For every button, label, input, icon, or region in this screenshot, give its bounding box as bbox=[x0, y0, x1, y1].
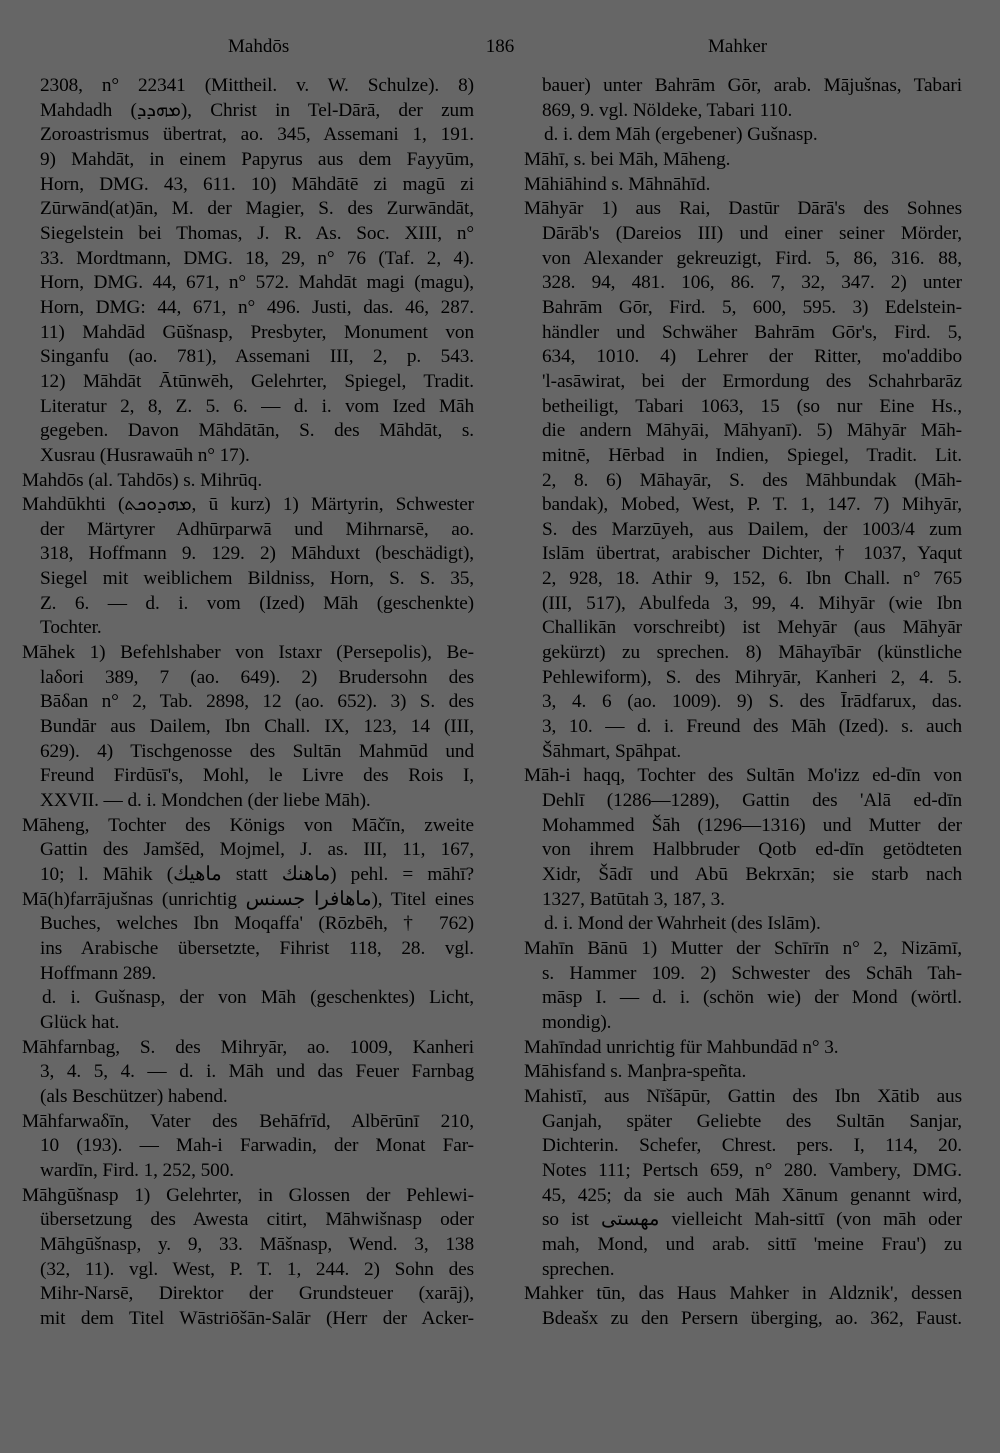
text-line: Glück hat. bbox=[40, 1011, 120, 1033]
text-line: so ist مهستى vielleicht Mah-sittī (von māh oder bbox=[542, 1209, 962, 1231]
text-line: 318, Hoffmann 9. 129. 2) Māhduxt (beschädigt), bbox=[40, 543, 474, 565]
text-line: Šāhmart, Spāhpat. bbox=[542, 740, 682, 762]
text-line: Mahistī, aus Nīšāpūr, Gattin des Ibn Xātib aus bbox=[524, 1085, 962, 1107]
text-line: bandak), Mobed, West, P. T. 1, 147. 7) Mihyār, bbox=[542, 494, 962, 516]
text-line: laδori 389, 7 (ao. 649). 2) Brudersohn des bbox=[40, 666, 474, 688]
text-line: Mihr-Narsē, Direktor der Grundsteuer (xarāj), bbox=[40, 1283, 474, 1305]
text-line: d. i. Mond der Wahrheit (des Islām). bbox=[544, 913, 821, 935]
text-line: Bahrām Gōr, Fird. 5, 600, 595. 3) Edelstein- bbox=[542, 296, 962, 318]
text-line: 9) Mahdāt, in einem Papyrus aus dem Fayyūm, bbox=[40, 148, 474, 170]
text-line: 328. 94, 481. 106, 86. 7, 32, 347. 2) unter bbox=[542, 272, 962, 294]
text-line: Buches, welches Ibn Moqaffa' (Rōzbēh, † 762) bbox=[40, 913, 474, 935]
running-head-right: Mahker bbox=[708, 36, 768, 57]
text-line: Māhek 1) Befehlshaber von Istaxr (Persepolis), Be- bbox=[22, 642, 474, 664]
text-line: Mahdōs (al. Tahdōs) s. Mihrūq. bbox=[22, 469, 263, 491]
text-line: mitnē, Hērbad in Indien, Spiegel, Tradit. Lit. bbox=[542, 444, 962, 466]
text-line: māsp I. — d. i. (schön wie) der Mond (wörtl. bbox=[542, 987, 962, 1009]
text-line: mit dem Titel Wāstriōšān-Salār (Herr der Acker- bbox=[40, 1307, 474, 1329]
text-line: S. des Marzūyeh, aus Dailem, der 1003/4 zum bbox=[542, 518, 962, 540]
text-line: 12) Māhdāt Ātūnwēh, Gelehrter, Spiegel, Tradit. bbox=[40, 370, 474, 392]
text-line: 3, 10. — d. i. Freund des Māh (Ized). s. auch bbox=[542, 716, 962, 738]
text-line: Māhī, s. bei Māh, Māheng. bbox=[524, 148, 731, 170]
text-line: (als Beschützer) habend. bbox=[40, 1085, 228, 1107]
text-line: 2, 8. 6) Māhayār, S. des Māhbundak (Māh- bbox=[542, 469, 962, 491]
text-line: Māhgūšnasp, y. 9, 33. Māšnasp, Wend. 3, 138 bbox=[40, 1233, 474, 1255]
text-line: 2308, n° 22341 (Mittheil. v. W. Schulze). 8) bbox=[40, 75, 474, 96]
right-column bbox=[524, 74, 962, 1331]
text-line: Challikān vorschreibt) ist Mehyār (aus Māhyār bbox=[542, 617, 962, 639]
text-line: Bāδan n° 2, Tab. 2898, 12 (ao. 652). 3) S. des bbox=[40, 691, 474, 713]
text-line: von Alexander gekreuzigt, Fird. 5, 86, 316. 88, bbox=[542, 247, 962, 269]
text-line: gegeben. Davon Māhdātān, S. des Māhdāt, s. bbox=[40, 420, 474, 442]
text-line: sprechen. bbox=[542, 1258, 615, 1280]
text-line: der Märtyrer Adhūrparwā und Mihrnarsē, ao. bbox=[40, 518, 474, 540]
text-line: Pehlewiform), S. des Mihryār, Kanheri 2, 4. 5. bbox=[542, 666, 962, 688]
text-line: 45, 425; da sie auch Māh Xānum genannt wird, bbox=[542, 1184, 962, 1206]
text-line: Freund Firdūsī's, Mohl, le Livre des Rois I, bbox=[40, 765, 474, 787]
text-line: 1327, Batūtah 3, 187, 3. bbox=[542, 888, 725, 910]
text-line: Xidr, Šādī und Abū Bekrxān; sie starb nach bbox=[542, 864, 962, 885]
text-line: Māheng, Tochter des Königs von Māčīn, zweite bbox=[22, 814, 474, 836]
text-line: Māhfarwaδīn, Vater des Behāfrīd, Albērūnī 210, bbox=[22, 1110, 474, 1132]
text-line: 3, 4. 5, 4. — d. i. Māh und das Feuer Farnbag bbox=[40, 1061, 474, 1083]
text-line: Bundār aus Dailem, Ibn Chall. IX, 123, 14 (III, bbox=[40, 716, 474, 738]
text-line: Dehlī (1286—1289), Gattin des 'Alā ed-dīn bbox=[542, 790, 962, 812]
page-header bbox=[40, 30, 960, 60]
text-line: 2, 928, 18. Athir 9, 152, 6. Ibn Chall. n° 765 bbox=[542, 568, 962, 590]
text-line: (III, 517), Abulfeda 3, 99, 4. Mihyār (wie Ibn bbox=[542, 592, 962, 614]
text-line: übersetzung des Awesta citirt, Māhwišnasp oder bbox=[40, 1209, 474, 1231]
text-line: mondig). bbox=[542, 1011, 612, 1033]
text-line: betheiligt, Tabari 1063, 15 (so nur Eine Hs., bbox=[542, 395, 962, 417]
text-line: Māhisfand s. Manþra-speñta. bbox=[524, 1061, 747, 1083]
text-line: 869, 9. vgl. Nöldeke, Tabari 110. bbox=[542, 99, 793, 121]
text-line: Mahker tūn, das Haus Mahker in Aldznik', dessen bbox=[524, 1283, 962, 1305]
text-line: Māhfarnbag, S. des Mihryār, ao. 1009, Kanheri bbox=[22, 1036, 474, 1058]
text-line: gekürzt) zu sprechen. 8) Māhayībār (künstliche bbox=[542, 642, 962, 664]
text-line: von ihrem Halbbruder Qotb ed-dīn getödteten bbox=[542, 839, 962, 861]
text-line: Horn, DMG. 44, 671, n° 572. Mahdāt magi (magu), bbox=[40, 272, 474, 294]
text-line: wardīn, Fird. 1, 252, 500. bbox=[40, 1159, 234, 1181]
text-line: XXVII. — d. i. Mondchen (der liebe Māh). bbox=[40, 790, 371, 812]
text-line: bauer) unter Bahrām Gōr, arab. Mājušnas, Tabari bbox=[542, 75, 962, 96]
text-line: Māhiāhind s. Māhnāhīd. bbox=[524, 173, 711, 195]
text-line: Hoffmann 289. bbox=[40, 962, 157, 984]
text-line: 3, 4. 6 (ao. 1009). 9) S. des Īrādfarux, das. bbox=[542, 691, 962, 713]
text-line: Siegelstein bei Thomas, J. R. As. Soc. XIII, n° bbox=[40, 222, 474, 244]
left-column bbox=[22, 74, 474, 1331]
text-line: Tochter. bbox=[40, 617, 102, 639]
running-head-left: Mahdōs bbox=[228, 36, 290, 57]
text-line: d. i. Gušnasp, der von Māh (geschenktes) Licht, bbox=[42, 987, 474, 1009]
text-line: 33. Mordtmann, DMG. 18, 29, n° 76 (Taf. 2, 4). bbox=[40, 247, 474, 269]
text-line: Xusrau (Husrawaūh n° 17). bbox=[40, 444, 250, 466]
text-line: Siegel mit weiblichem Bildniss, Horn, S. S. 35, bbox=[40, 568, 474, 590]
text-line: Zūrwānd(at)ān, M. der Magier, S. des Zurwāndāt, bbox=[40, 198, 474, 220]
text-line: ins Arabische übersetzte, Fihrist 118, 28. vgl. bbox=[40, 937, 474, 959]
text-line: d. i. dem Māh (ergebener) Gušnasp. bbox=[544, 124, 818, 146]
text-line: Dārāb's (Dareios III) und einer seiner Mörder, bbox=[542, 222, 962, 244]
text-line: die andern Māhyāi, Māhyanī). 5) Māhyār Māh- bbox=[542, 420, 962, 442]
text-line: mah, Mond, und arab. sittī 'meine Frau') zu bbox=[542, 1233, 962, 1255]
text-line: Notes 111; Pertsch 659, n° 280. Vambery, DMG. bbox=[542, 1159, 962, 1181]
page-number: 186 bbox=[485, 36, 515, 57]
text-line: 11) Mahdād Gūšnasp, Presbyter, Monument von bbox=[40, 321, 474, 343]
text-line: Māh-i haqq, Tochter des Sultān Mo'izz ed-dīn von bbox=[524, 765, 962, 787]
column-divider bbox=[498, 80, 499, 1440]
text-line: Mahdūkhti (ܡܗܕܘܟܬ, ū kurz) 1) Märtyrin, Schwester bbox=[22, 494, 474, 516]
text-line: Mahīn Bānū 1) Mutter der Schīrīn n° 2, Nizāmī, bbox=[524, 937, 962, 959]
text-line: 'l-asāwirat, bei der Ermordung des Schahrbarāz bbox=[542, 370, 962, 392]
text-line: Gattin des Jamšēd, Mojmel, J. as. III, 11, 167, bbox=[40, 839, 474, 861]
text-line: s. Hammer 109. 2) Schwester des Schāh Tah- bbox=[542, 962, 962, 984]
text-line: 10 (193). — Mah-i Farwadin, der Monat Far- bbox=[40, 1135, 474, 1157]
text-line: Mā(h)farrājušnas (unrichtig ماهافرا جسنس), Titel eines bbox=[22, 888, 474, 910]
text-line: Ganjah, später Geliebte des Sultān Sanjar, bbox=[542, 1110, 962, 1132]
text-line: Horn, DMG: 44, 671, n° 496. Justi, das. 46, 287. bbox=[40, 296, 474, 318]
text-line: händler und Schwäher Bahrām Gōr's, Fird. 5, bbox=[542, 321, 962, 343]
text-line: Horn, DMG. 43, 611. 10) Māhdātē zi magū zi bbox=[40, 173, 474, 195]
text-line: 634, 1010. 4) Lehrer der Ritter, mo'addibo bbox=[542, 346, 962, 368]
text-line: Mohammed Šāh (1296—1316) und Mutter der bbox=[542, 814, 962, 836]
text-line: Bdeašx zu den Persern überging, ao. 362, Faust. bbox=[542, 1307, 962, 1329]
text-line: Singanfu (ao. 781), Assemani III, 2, p. 543. bbox=[40, 346, 474, 368]
text-line: Māhyār 1) aus Rai, Dastūr Dārā's des Sohnes bbox=[524, 198, 962, 220]
text-line: Z. 6. — d. i. vom (Ized) Māh (geschenkte) bbox=[40, 592, 474, 614]
text-line: (32, 11). vgl. West, P. T. 1, 244. 2) Sohn des bbox=[40, 1258, 474, 1280]
text-line: Islām übertrat, arabischer Dichter, † 1037, Yaqut bbox=[542, 543, 962, 565]
text-line: 10; l. Māhik (ماهيك statt ماهنك) pehl. = māhī? bbox=[40, 864, 474, 885]
text-line: Dichterin. Schefer, Chrest. pers. I, 114, 20. bbox=[542, 1135, 962, 1157]
text-line: Mahdadh (ܡܗܕܕ), Christ in Tel-Dārā, der zum bbox=[40, 99, 474, 121]
text-line: Literatur 2, 8, Z. 5. 6. — d. i. vom Ized Māh bbox=[40, 395, 474, 417]
text-line: Māhgūšnasp 1) Gelehrter, in Glossen der Pehlewi- bbox=[22, 1184, 474, 1206]
text-line: Mahīndad unrichtig für Mahbundād n° 3. bbox=[524, 1036, 839, 1058]
text-line: 629). 4) Tischgenosse des Sultān Mahmūd und bbox=[40, 740, 474, 762]
text-line: Zoroastrismus übertrat, ao. 345, Assemani 1, 191. bbox=[40, 124, 474, 146]
